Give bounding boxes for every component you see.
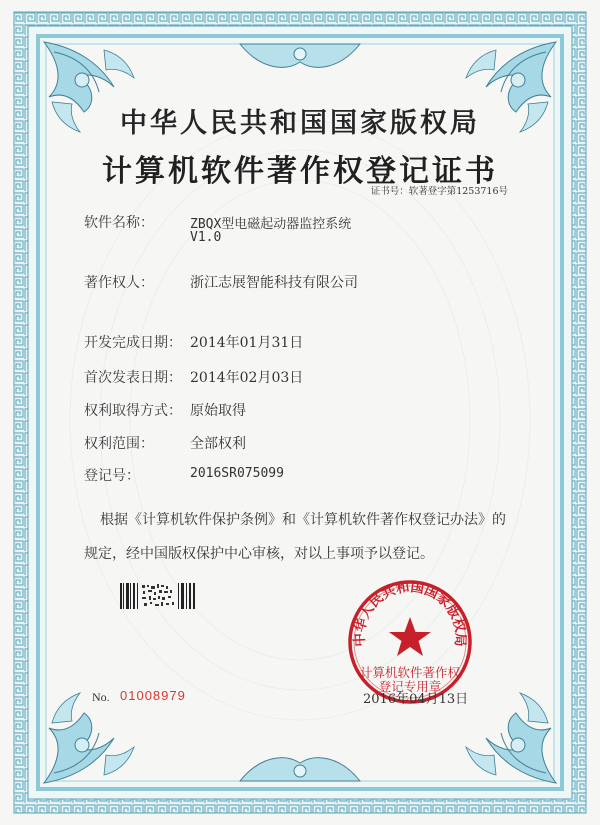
seal-ring-text: 中华人民共和国国家版权局 bbox=[351, 579, 469, 647]
label-first-publication-date: 首次发表日期： bbox=[84, 370, 182, 386]
value-acquisition-method: 原始取得 bbox=[190, 403, 246, 419]
statement-line-1: 根据《计算机软件保护条例》和《计算机软件著作权登记办法》的 bbox=[100, 512, 506, 528]
certificate-number: 证书号：软著登字第1253716号 bbox=[370, 186, 508, 197]
value-registration-number: 2016SR075099 bbox=[190, 466, 284, 481]
certificate-title: 计算机软件著作权登记证书 bbox=[102, 154, 498, 189]
label-registration-number: 登记号： bbox=[84, 468, 140, 484]
statement-line-2: 规定，经中国版权保护中心审核，对以上事项予以登记。 bbox=[84, 546, 434, 562]
serial-label: No. bbox=[92, 690, 110, 704]
issue-date: 2016年04月13日 bbox=[363, 692, 469, 707]
star-icon bbox=[389, 617, 431, 656]
value-rights-scope: 全部权利 bbox=[190, 436, 246, 452]
label-acquisition-method: 权利取得方式： bbox=[84, 403, 182, 419]
value-software-name: ZBQX型电磁起动器监控系统 bbox=[190, 217, 352, 232]
value-copyright-owner: 浙江志展智能科技有限公司 bbox=[190, 275, 358, 291]
value-completion-date: 2014年01月31日 bbox=[190, 335, 304, 351]
seal-line-1: 计算机软件著作权 bbox=[359, 665, 460, 680]
label-completion-date: 开发完成日期： bbox=[84, 335, 182, 351]
value-first-publication-date: 2014年02月03日 bbox=[190, 370, 304, 386]
label-software-name: 软件名称： bbox=[84, 215, 154, 231]
label-copyright-owner: 著作权人： bbox=[84, 275, 154, 291]
value-software-version: V1.0 bbox=[190, 230, 222, 245]
barcode-icon bbox=[120, 583, 196, 609]
issuing-authority: 中华人民共和国国家版权局 bbox=[120, 108, 480, 139]
seal-line-2: 登记专用章 bbox=[378, 679, 442, 694]
label-rights-scope: 权利范围： bbox=[84, 436, 154, 452]
serial-number: 01008979 bbox=[120, 688, 186, 703]
